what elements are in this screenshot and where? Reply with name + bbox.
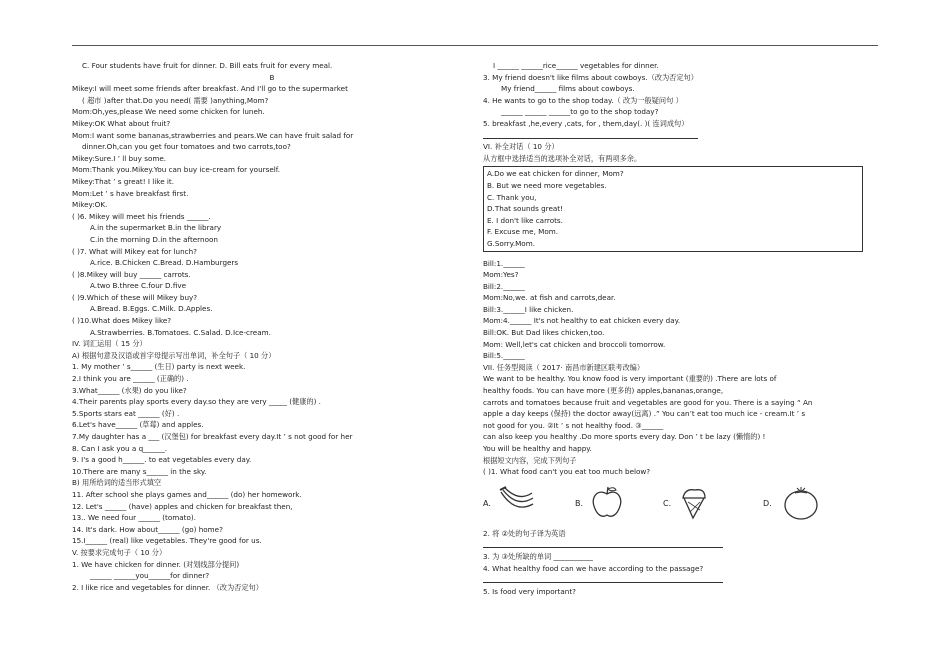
question: 2. I like rice and vegetables for dinner. （改为否定句） [72, 582, 263, 592]
option-item: C. Thank you, [487, 192, 537, 202]
answer-underline [483, 130, 698, 139]
answer-blank-line: My friend______ films about cowboys. [501, 84, 635, 94]
option-item: G.Sorry.Mom. [487, 238, 535, 248]
question: ( )1. What food can't you eat too much below? [483, 467, 651, 477]
passage-line: can also keep you healthy .Do more sports every day. Don ’ t be lazy (懒惰的) ! [483, 432, 766, 442]
picture-options [483, 480, 878, 524]
picture-label: C. [663, 498, 672, 508]
answer-options: A.rice. B.Chicken C.Bread. D.Hamburgers [90, 258, 239, 268]
question: 5. breakfast ,he,every ,cats, for , them,day(. )( 连词成句） [483, 118, 689, 128]
question: ( )6. Mikey will meet his friends ______. [72, 211, 211, 221]
passage-line: healthy foods. You can have more (更多的) apples,bananas,orange, [483, 386, 724, 396]
question: 2. 将 ②处的句子译为英语 [483, 528, 566, 538]
text-line: Mikey:OK What about fruit? [72, 118, 171, 128]
answer-underline [483, 574, 723, 583]
text-line: Mom:Oh,yes,please We need some chicken for luneh. [72, 107, 265, 117]
picture-label: D. [763, 498, 772, 508]
passage-line: not good for you. ②It ’ s not healthy food. ③______ [483, 420, 664, 430]
question: 4. What healthy food can we have according to the passage? [483, 563, 704, 573]
dialogue-line: Bill:OK. But Dad likes chicken,too. [483, 328, 605, 338]
text-line: ( 超市 )after that.Do you need( 需要 )anything,Mom? [82, 95, 269, 105]
instruction: 根据短文内容，完成下列句子 [483, 455, 577, 465]
bananas-icon [497, 484, 537, 518]
question: 13.. We need four ______ (tomato). [72, 513, 196, 523]
question: 3. My friend doesn't like films about cowboys.（改为否定句） [483, 72, 698, 82]
passage-line: carrots and tomatoes because fruit and vegetables are good for you. There is a saying “ An [483, 397, 813, 407]
dialogue-line: Mom: Well,let's cat chicken and broccoli tomorrow. [483, 339, 666, 349]
text-line: Mom:Thank you.Mikey.You can buy ice-cream for yourself. [72, 165, 281, 175]
answer-options: C.in the morning D.in the afternoon [90, 234, 218, 244]
answer-options: A.in the supermarket B.in the library [90, 223, 222, 233]
options-box [483, 166, 863, 251]
picture-label: B. [575, 498, 584, 508]
question: 4.Their parents play sports every day.so they are very _____ (健康的) . [72, 397, 321, 407]
question: 14. It's dark. How about______ (go) home? [72, 524, 223, 534]
ice-cream-icon [677, 484, 711, 520]
text-line: dinner.Oh,can you get four tomatoes and two carrots,too? [82, 142, 291, 152]
dialogue-line: Bill:5.______ [483, 351, 525, 361]
page-top-rule [72, 45, 878, 46]
passage-line: We want to be healthy. You know food is very important (重要的) .There are lots of [483, 374, 777, 384]
section-heading: V. 按要求完成句子（ 10 分） [72, 547, 167, 557]
answer-blank-line [483, 130, 878, 142]
question: 4. He wants to go to the shop today.（ 改为一般疑问句 ） [483, 95, 683, 105]
dialogue-line: Bill:3.______I like chicken. [483, 304, 574, 314]
question: 3.What______ (水果) do you like? [72, 385, 187, 395]
question: 1. My mother ’ s______ (生日) party is next week. [72, 362, 246, 372]
question: ( )10.What does Mikey like? [72, 316, 172, 326]
question: 1. We have chicken for dinner. (对划线部分提问) [72, 559, 240, 569]
dialogue-line: Mom:No,we. at fish and carrots,dear. [483, 293, 616, 303]
answer-options: A.Strawberries. B.Tomatoes. C.Salad. D.Ice-cream. [90, 327, 271, 337]
answer-options: A.two B.three C.four D.five [90, 281, 187, 291]
question: 5.Sports stars eat ______ (好) . [72, 408, 180, 418]
passage-line: You will be healthy and happy. [483, 444, 592, 453]
question: 9. I's a good h______. to eat vegetables every day. [72, 455, 252, 465]
question: 6.Let's have______ (草莓) and apples. [72, 420, 204, 430]
option-item: E. I don't like carrots. [487, 215, 563, 225]
question: 15.I______ (real) like vegetables. They're good for us. [72, 536, 262, 546]
question: 5. Is food very important? [483, 586, 576, 596]
answer-blank-line: ______ ______you______for dinner? [90, 571, 210, 581]
question: 2.I think you are ______ (正确的) . [72, 374, 189, 384]
question: 10.There are many s______ in the sky. [72, 466, 207, 476]
answer-options: A.Bread. B.Eggs. C.Milk. D.Apples. [90, 304, 213, 314]
section-heading: B [269, 72, 275, 82]
answer-underline [483, 539, 723, 548]
option-item: A.Do we eat chicken for dinner, Mom? [487, 169, 624, 179]
right-column [483, 60, 878, 597]
section-heading: IV. 词汇运用（ 15 分） [72, 339, 147, 349]
text-line: Mikey:OK. [72, 200, 108, 210]
question: ( )8.Mikey will buy ______ carrots. [72, 269, 191, 279]
question: 11. After school she plays games and______ (do) her homework. [72, 489, 302, 499]
text-line: Mikey:That ’ s great! I like it. [72, 176, 175, 186]
instruction: B) 用所给词的适当形式填空 [72, 478, 162, 488]
tomato-icon [777, 484, 821, 522]
option-item: B. But we need more vegetables. [487, 180, 607, 190]
answer-blank-line [483, 539, 878, 551]
picture-label: A. [483, 498, 491, 508]
question: 3. 为 ③处所缺的单词 ___________ [483, 551, 593, 561]
option-item: F. Excuse me, Mom. [487, 227, 559, 237]
text-line: Mom:Let ’ s have breakfast first. [72, 188, 189, 198]
answer-blank-line [483, 574, 878, 586]
answer-blank-line: ______ ______ ______to go to the shop today? [501, 107, 659, 117]
question: 7.My daughter has a ___ (汉堡包) for breakfast every day.It ’ s not good for her [72, 432, 353, 441]
dialogue-line: Bill:2.______ [483, 281, 525, 291]
dialogue-line: Mom:4.______ It's not healthy to eat chicken every day. [483, 316, 681, 326]
text-line: Mikey:I will meet some friends after breakfast. And I'll go to the supermarket [72, 84, 348, 94]
left-column [72, 60, 472, 593]
passage-line: apple a day keeps (保持) the doctor away(远离) .” You can’t eat too much ice - cream.It ’ s [483, 409, 806, 419]
question: ( )9.Which of these will Mikey buy? [72, 292, 198, 302]
section-heading: VI. 补全对话（ 10 分） [483, 142, 559, 152]
text-line: C. Four students have fruit for dinner. D. Bill eats fruit for every meal. [82, 61, 333, 70]
dialogue-line: Mom:Yes? [483, 270, 519, 280]
instruction: 从方框中选择适当的选项补全对话，有两项多余。 [483, 153, 642, 163]
dialogue-line: Bill:1.______ [483, 258, 525, 268]
text-line: Mom:I want some bananas,strawberries and pears.We can have fruit salad for [72, 130, 354, 140]
question: ( )7. What will Mikey eat for lunch? [72, 246, 197, 256]
option-item: D.That sounds great! [487, 204, 564, 214]
question: 8. Can I ask you a q______. [72, 443, 167, 453]
question: 12. Let's ______ (have) apples and chicken for breakfast then, [72, 501, 293, 511]
answer-blank-line: I ______ ______rice______ vegetables for dinner. [493, 61, 659, 70]
text-line: Mikey:Sure.I ’ ll buy some. [72, 153, 167, 163]
instruction: A) 根据句意及汉语或首字母提示写出单词，补全句子（ 10 分） [72, 350, 276, 360]
section-heading: VII. 任务型阅读（ 2017· 南昌市新建区联考改编） [483, 362, 645, 372]
apple-icon [589, 484, 625, 520]
